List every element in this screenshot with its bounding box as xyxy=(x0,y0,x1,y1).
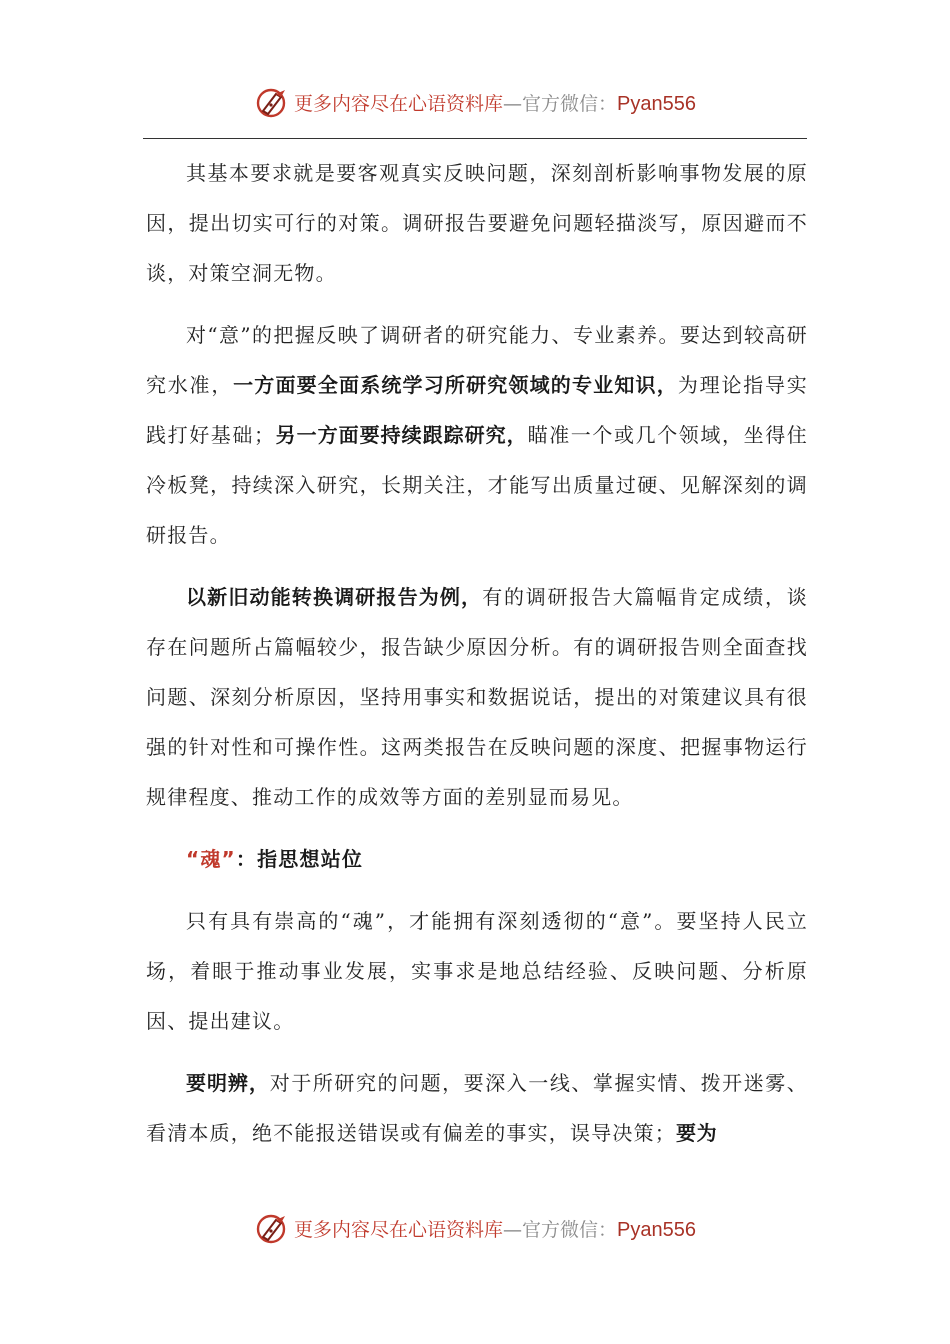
p5-bold-c: 要为 xyxy=(676,1121,718,1145)
paragraph-3 xyxy=(146,572,808,822)
p2-text-a: 对“意”的把握反映了调研者的研究能力、专业素养。要达到较高研究水准， xyxy=(146,323,808,397)
header-divider xyxy=(143,138,807,139)
footer-banner xyxy=(0,1210,950,1246)
paragraph-5 xyxy=(146,1058,808,1158)
banner-dash: — xyxy=(503,1218,523,1241)
p2-text-e: 瞄准一个或几个领域，坐得住冷板凳，持续深入研究，长期关注，才能写出质量过硬、见解深刻的调研报告。 xyxy=(146,423,809,547)
p3-bold-a: 以新旧动能转换调研报告为例， xyxy=(186,585,483,609)
p2-text-c: 为理论指导实践打好基础； xyxy=(146,373,808,447)
p3-text-b: 有的调研报告大篇幅肯定成绩，谈存在问题所占篇幅较少，报告缺少原因分析。有的调研报告则全面查找问题、深刻分析原因，坚持用事实和数据说话，提出的对策建议具有很强的针对性和可操作性。这两类报告在反映问题的深度、把握事物运行规律程度、推动工作的成效等方面的差别显而易见。 xyxy=(146,585,808,809)
heading-red-text: “魂” xyxy=(186,847,236,871)
banner-main-text: 更多内容尽在心语资料库 xyxy=(294,1218,504,1241)
document-body xyxy=(146,148,808,1170)
p2-bold-d: 另一方面要持续跟踪研究， xyxy=(275,423,528,447)
banner-dash: — xyxy=(503,92,523,115)
paragraph-4: 只有具有崇高的“魂”，才能拥有深刻透彻的“意”。要坚持人民立场，着眼于推动事业发展，实事求是地总结经验、反映问题、分析原因、提出建议。 xyxy=(146,909,808,1033)
paragraph-1: 其基本要求就是要客观真实反映问题，深刻剖析影响事物发展的原因，提出切实可行的对策。调研报告要避免问题轻描淡写，原因避而不谈，对策空洞无物。 xyxy=(146,161,808,285)
banner-wechat-label: 官方微信： xyxy=(522,92,618,115)
banner-wechat-label: 官方微信： xyxy=(522,1218,618,1241)
banner-main-text: 更多内容尽在心语资料库 xyxy=(294,92,504,115)
header-banner xyxy=(0,84,950,120)
pen-nib-logo-icon xyxy=(254,84,290,120)
p5-bold-a: 要明辨， xyxy=(186,1071,270,1095)
pen-nib-logo-icon xyxy=(254,1210,290,1246)
banner-text xyxy=(294,89,696,116)
p2-bold-b: 一方面要全面系统学习所研究领域的专业知识， xyxy=(233,373,678,397)
section-heading xyxy=(146,834,808,884)
banner-wechat-id: Pyan556 xyxy=(617,1218,696,1241)
banner-text xyxy=(294,1215,696,1242)
banner-wechat-id: Pyan556 xyxy=(617,92,696,115)
p5-text-b: 对于所研究的问题，要深入一线、掌握实情、拨开迷雾、看清本质，绝不能报送错误或有偏差的事实，误导决策； xyxy=(146,1071,809,1145)
paragraph-2 xyxy=(146,310,808,560)
heading-black-text: ：指思想站位 xyxy=(235,847,364,871)
